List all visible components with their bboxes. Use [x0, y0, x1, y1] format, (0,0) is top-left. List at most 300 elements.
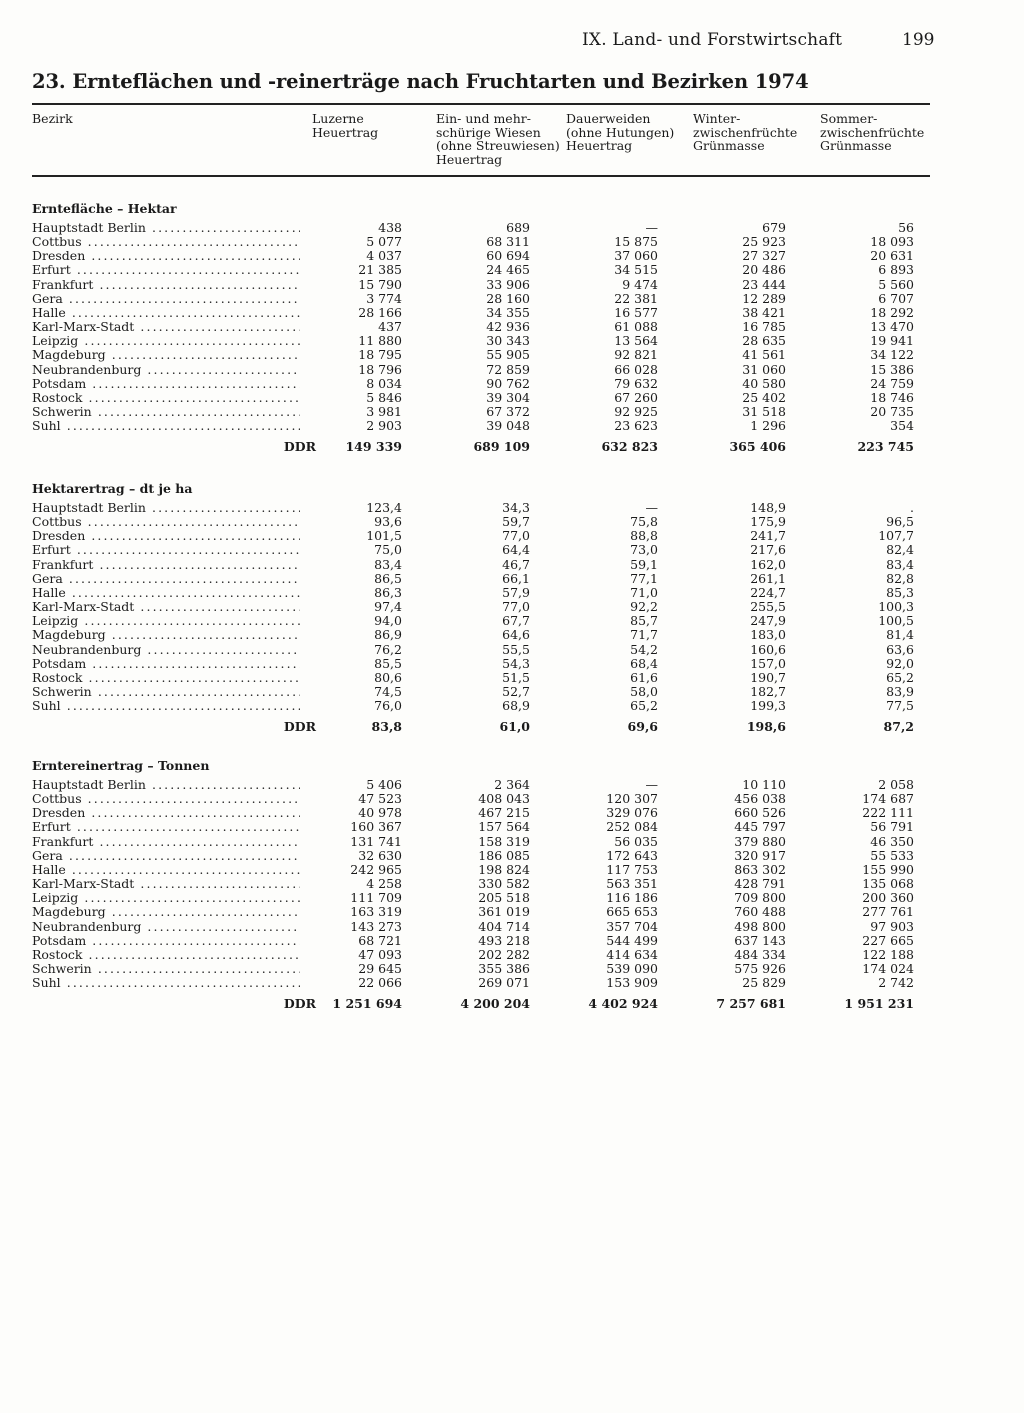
table-cell: 54,2 [630, 641, 658, 657]
total-cell: 7 257 681 [716, 996, 786, 1012]
row-label: Hauptstadt Berlin ..... [32, 501, 300, 515]
table-cell: 269 071 [478, 975, 530, 991]
total-label: DDR [283, 439, 316, 455]
table-cell: 3 981 [366, 403, 402, 419]
total-cell: 61,0 [499, 719, 530, 735]
table-cell: 97,4 [374, 599, 402, 615]
table-cell: 60 694 [486, 248, 530, 264]
table-cell: 64,4 [502, 542, 530, 558]
table-cell: 73,0 [630, 542, 658, 558]
table-row [32, 643, 930, 657]
total-cell: 83,8 [371, 719, 402, 735]
table-cell: 148,9 [750, 500, 786, 515]
table-cell: 39 048 [486, 418, 530, 434]
table-cell: 379 880 [734, 833, 786, 849]
table-cell: 6 893 [878, 262, 914, 278]
table-cell: 83,4 [374, 556, 402, 572]
table-cell: 162,0 [750, 556, 786, 572]
column-header-line: Ein- und mehr- [436, 111, 531, 126]
table-cell: 4 258 [366, 876, 402, 892]
table-cell: 241,7 [750, 528, 786, 544]
table-cell: 59,7 [502, 514, 530, 530]
row-label: Rostock ..... [32, 948, 300, 962]
table-cell: 11 880 [358, 333, 402, 349]
total-cell: 198,6 [746, 719, 786, 735]
table-cell: 56 791 [870, 819, 914, 835]
table-cell: 56 035 [614, 833, 658, 849]
row-label: Cottbus ..... [32, 515, 300, 529]
table-cell: 75,0 [374, 542, 402, 558]
table-cell: 81,4 [886, 627, 914, 643]
table-section [32, 201, 930, 461]
table-cell: 24 465 [486, 262, 530, 278]
total-cell: 1 251 694 [332, 996, 402, 1012]
table-cell: 15 386 [870, 361, 914, 377]
row-label: Dresden ..... [32, 249, 300, 263]
column-header-line: zwischenfrüchte [820, 124, 925, 140]
table-cell: 92,2 [630, 599, 658, 615]
row-label: Karl-Marx-Stadt ..... [32, 600, 300, 614]
table-cell: 5 406 [366, 777, 402, 792]
row-label: Erfurt ..... [32, 820, 300, 834]
column-header-luzerne [312, 112, 378, 139]
table-row [32, 235, 930, 249]
total-cell: 4 402 924 [588, 996, 658, 1012]
table-row [32, 391, 930, 405]
table-cell: 41 561 [742, 347, 786, 363]
table-row [32, 671, 930, 685]
table-cell: 205 518 [478, 890, 530, 906]
table-cell: 202 282 [478, 946, 530, 962]
table-cell: 131 741 [350, 833, 402, 849]
total-cell: 365 406 [729, 439, 786, 455]
row-label: Hauptstadt Berlin ..... [32, 221, 300, 235]
column-header-line: Luzerne [312, 111, 364, 126]
column-header-line: Heuertrag [312, 124, 379, 140]
table-cell: 175,9 [750, 514, 786, 530]
row-label: Halle ..... [32, 306, 300, 320]
table-cell: 100,3 [878, 599, 914, 615]
table-cell: 22 381 [614, 290, 658, 306]
table-row [32, 600, 930, 614]
table-cell: — [645, 500, 658, 515]
table-cell: 61 088 [614, 319, 658, 335]
table-row [32, 820, 930, 834]
column-header-sommerzwischenfruechte [820, 112, 924, 153]
table-cell: 63,6 [886, 641, 914, 657]
table-cell: 68,9 [502, 698, 530, 714]
table-cell: 2 742 [878, 975, 914, 991]
table-cell: 174 687 [862, 791, 914, 807]
table-cell: 160 367 [350, 819, 402, 835]
table-cell: 74,5 [374, 683, 402, 699]
table-cell: 408 043 [478, 791, 530, 807]
table-cell: 13 470 [870, 319, 914, 335]
table-cell: 71,0 [630, 584, 658, 600]
table-cell: 25 923 [742, 234, 786, 250]
table-cell: 46 350 [870, 833, 914, 849]
table-cell: 404 714 [478, 918, 530, 934]
table-cell: 67 372 [486, 403, 530, 419]
table-cell: 52,7 [502, 683, 530, 699]
table-row [32, 920, 930, 934]
table-cell: 65,2 [630, 698, 658, 714]
table-cell: 277 761 [862, 904, 914, 920]
table-cell: 2 364 [494, 777, 530, 792]
table-cell: 18 746 [870, 389, 914, 405]
table-cell: 76,2 [374, 641, 402, 657]
total-cell: 632 823 [601, 439, 658, 455]
table-cell: 97 903 [870, 918, 914, 934]
section-heading: Hektarertrag – dt je ha [32, 481, 193, 496]
table-cell: 16 577 [614, 304, 658, 320]
table-row [32, 572, 930, 586]
table-row [32, 515, 930, 529]
row-label: Leipzig ..... [32, 334, 300, 348]
table-section [32, 758, 930, 1018]
row-label: Suhl ..... [32, 976, 300, 990]
table-cell: 120 307 [606, 791, 658, 807]
table-cell: 55,5 [502, 641, 530, 657]
table-row [32, 306, 930, 320]
table-row [32, 377, 930, 391]
table-cell: 47 523 [358, 791, 402, 807]
column-header-line: Heuertrag [436, 151, 503, 167]
column-header-line: zwischenfrüchte [693, 124, 798, 140]
row-label: Karl-Marx-Stadt ..... [32, 320, 300, 334]
table-cell: 79 632 [614, 375, 658, 391]
header-rule [32, 175, 930, 177]
table-section [32, 481, 930, 741]
table-cell: 163 319 [350, 904, 402, 920]
table-cell: 92 821 [614, 347, 658, 363]
row-label: Schwerin ..... [32, 405, 300, 419]
table-cell: 82,4 [886, 542, 914, 558]
row-label: Erfurt ..... [32, 543, 300, 557]
table-row [32, 863, 930, 877]
column-header-line: Winter- [693, 111, 741, 126]
table-cell: 39 304 [486, 389, 530, 405]
table-cell: 85,7 [630, 613, 658, 629]
table-cell: 107,7 [878, 528, 914, 544]
running-head: IX. Land- und Forstwirtschaft [582, 30, 843, 50]
table-cell: 64,6 [502, 627, 530, 643]
table-cell: 61,6 [630, 669, 658, 685]
table-cell: 20 735 [870, 403, 914, 419]
table-cell: 68 311 [486, 234, 530, 250]
table-row [32, 962, 930, 976]
table-cell: 90 762 [486, 375, 530, 391]
table-row [32, 529, 930, 543]
row-label: Frankfurt ..... [32, 558, 300, 572]
table-cell: 75,8 [630, 514, 658, 530]
table-cell: 31 518 [742, 403, 786, 419]
table-cell: 23 623 [614, 418, 658, 434]
row-label: Erfurt ..... [32, 263, 300, 277]
table-cell: 330 582 [478, 876, 530, 892]
table-cell: 77,0 [502, 599, 530, 615]
table-cell: 29 645 [358, 960, 402, 976]
table-cell: 82,8 [886, 570, 914, 586]
table-cell: 56 [898, 220, 914, 235]
table-cell: 93,6 [374, 514, 402, 530]
row-label: Karl-Marx-Stadt ..... [32, 877, 300, 891]
table-row [32, 320, 930, 334]
table-cell: 33 906 [486, 276, 530, 292]
table-cell: 863 302 [734, 861, 786, 877]
table-cell: 86,9 [374, 627, 402, 643]
table-cell: 320 917 [734, 847, 786, 863]
table-cell: 18 795 [358, 347, 402, 363]
total-cell: 87,2 [883, 719, 914, 735]
total-cell: 1 951 231 [844, 996, 914, 1012]
table-cell: 101,5 [366, 528, 402, 544]
table-cell: 242 965 [350, 861, 402, 877]
table-cell: — [645, 220, 658, 235]
table-cell: 66,1 [502, 570, 530, 586]
row-label: Halle ..... [32, 586, 300, 600]
table-cell: 20 631 [870, 248, 914, 264]
table-row [32, 221, 930, 235]
table-cell: 34,3 [502, 500, 530, 515]
table-cell: 539 090 [606, 960, 658, 976]
total-row [32, 440, 930, 454]
total-label: DDR [283, 719, 316, 735]
table-cell: 19 941 [870, 333, 914, 349]
table-cell: 55 905 [486, 347, 530, 363]
table-cell: 5 077 [366, 234, 402, 250]
table-cell: 222 111 [862, 805, 914, 821]
total-cell: 69,6 [627, 719, 658, 735]
table-cell: 92 925 [614, 403, 658, 419]
table-cell: 86,3 [374, 584, 402, 600]
table-cell: 186 085 [478, 847, 530, 863]
table-cell: 563 351 [606, 876, 658, 892]
row-label: Magdeburg ..... [32, 348, 300, 362]
table-row [32, 419, 930, 433]
table-cell: 198 824 [478, 861, 530, 877]
table-cell: 357 704 [606, 918, 658, 934]
table-row [32, 586, 930, 600]
row-label: Neubrandenburg ..... [32, 363, 300, 377]
table-cell: 3 774 [366, 290, 402, 306]
table-cell: 23 444 [742, 276, 786, 292]
table-row [32, 543, 930, 557]
column-header-line: (ohne Streuwiesen) [436, 138, 560, 153]
table-cell: 498 800 [734, 918, 786, 934]
row-label: Potsdam ..... [32, 377, 300, 391]
table-cell: 437 [378, 319, 402, 335]
table-cell: 8 034 [366, 375, 402, 391]
table-cell: 83,4 [886, 556, 914, 572]
table-cell: 38 421 [742, 304, 786, 320]
table-cell: 2 903 [366, 418, 402, 434]
table-cell: 66 028 [614, 361, 658, 377]
table-cell: 37 060 [614, 248, 658, 264]
table-cell: 31 060 [742, 361, 786, 377]
row-label: Cottbus ..... [32, 792, 300, 806]
table-cell: 709 800 [734, 890, 786, 906]
table-cell: 34 515 [614, 262, 658, 278]
column-header-line: Sommer- [820, 111, 878, 126]
table-cell: 5 846 [366, 389, 402, 405]
row-label: Magdeburg ..... [32, 905, 300, 919]
table-cell: 143 273 [350, 918, 402, 934]
table-cell: 9 474 [622, 276, 658, 292]
total-row [32, 997, 930, 1011]
row-label: Frankfurt ..... [32, 835, 300, 849]
table-cell: 116 186 [606, 890, 658, 906]
table-row [32, 558, 930, 572]
table-cell: 484 334 [734, 946, 786, 962]
table-cell: 54,3 [502, 655, 530, 671]
table-cell: 40 580 [742, 375, 786, 391]
row-label: Dresden ..... [32, 529, 300, 543]
table-cell: 199,3 [750, 698, 786, 714]
table-cell: 575 926 [734, 960, 786, 976]
table-row [32, 628, 930, 642]
table-cell: 94,0 [374, 613, 402, 629]
table-row [32, 976, 930, 990]
table-cell: 24 759 [870, 375, 914, 391]
table-cell: 85,3 [886, 584, 914, 600]
column-header-line: (ohne Hutungen) [566, 124, 675, 140]
table-cell: 58,0 [630, 683, 658, 699]
table-cell: 28 635 [742, 333, 786, 349]
table-cell: 16 785 [742, 319, 786, 335]
row-label: Dresden ..... [32, 806, 300, 820]
table-cell: 18 796 [358, 361, 402, 377]
table-cell: 34 122 [870, 347, 914, 363]
table-row [32, 877, 930, 891]
table-cell: 6 707 [878, 290, 914, 306]
table-cell: 46,7 [502, 556, 530, 572]
table-cell: 428 791 [734, 876, 786, 892]
table-cell: 679 [762, 220, 786, 235]
table-cell: 15 790 [358, 276, 402, 292]
table-cell: 252 084 [606, 819, 658, 835]
table-cell: 361 019 [478, 904, 530, 920]
row-label: Leipzig ..... [32, 891, 300, 905]
table-row [32, 891, 930, 905]
row-label: Frankfurt ..... [32, 278, 300, 292]
table-cell: 2 058 [878, 777, 914, 792]
table-cell: 438 [378, 220, 402, 235]
table-cell: 86,5 [374, 570, 402, 586]
table-cell: 5 560 [878, 276, 914, 292]
table-cell: 355 386 [478, 960, 530, 976]
table-cell: 67,7 [502, 613, 530, 629]
table-cell: 135 068 [862, 876, 914, 892]
table-cell: 21 385 [358, 262, 402, 278]
table-cell: 34 355 [486, 304, 530, 320]
table-cell: 153 909 [606, 975, 658, 991]
table-cell: . [910, 500, 914, 515]
total-cell: 4 200 204 [460, 996, 530, 1012]
table-cell: 59,1 [630, 556, 658, 572]
table-cell: 4 037 [366, 248, 402, 264]
table-cell: 28 160 [486, 290, 530, 306]
table-cell: 67 260 [614, 389, 658, 405]
table-cell: 456 038 [734, 791, 786, 807]
table-cell: 493 218 [478, 932, 530, 948]
table-row [32, 835, 930, 849]
row-label: Suhl ..... [32, 699, 300, 713]
table-cell: 354 [890, 418, 914, 434]
table-row [32, 278, 930, 292]
table-cell: 224,7 [750, 584, 786, 600]
total-cell: 149 339 [345, 439, 402, 455]
table-row [32, 849, 930, 863]
table-cell: 157,0 [750, 655, 786, 671]
table-cell: 255,5 [750, 599, 786, 615]
table-cell: 544 499 [606, 932, 658, 948]
column-header-line: Grünmasse [820, 138, 892, 153]
table-cell: 92,0 [886, 655, 914, 671]
table-cell: 190,7 [750, 669, 786, 685]
table-row [32, 348, 930, 362]
row-label: Rostock ..... [32, 671, 300, 685]
table-cell: 123,4 [366, 500, 402, 515]
row-label: Hauptstadt Berlin ..... [32, 778, 300, 792]
top-rule [32, 103, 930, 105]
table-cell: 183,0 [750, 627, 786, 643]
row-label: Gera ..... [32, 292, 300, 306]
table-cell: 65,2 [886, 669, 914, 685]
table-cell: 445 797 [734, 819, 786, 835]
table-row [32, 363, 930, 377]
table-cell: 261,1 [750, 570, 786, 586]
table-cell: 27 327 [742, 248, 786, 264]
table-cell: 155 990 [862, 861, 914, 877]
total-cell: 223 745 [857, 439, 914, 455]
table-cell: 200 360 [862, 890, 914, 906]
table-cell: 18 292 [870, 304, 914, 320]
table-cell: — [645, 777, 658, 792]
table-cell: 217,6 [750, 542, 786, 558]
row-label: Gera ..... [32, 849, 300, 863]
table-cell: 247,9 [750, 613, 786, 629]
table-cell: 160,6 [750, 641, 786, 657]
table-cell: 467 215 [478, 805, 530, 821]
total-row [32, 720, 930, 734]
table-row [32, 501, 930, 515]
table-row [32, 405, 930, 419]
table-row [32, 263, 930, 277]
table-cell: 22 066 [358, 975, 402, 991]
table-cell: 77,5 [886, 698, 914, 714]
table-cell: 88,8 [630, 528, 658, 544]
table-cell: 182,7 [750, 683, 786, 699]
table-cell: 40 978 [358, 805, 402, 821]
table-cell: 1 296 [750, 418, 786, 434]
row-label: Schwerin ..... [32, 962, 300, 976]
table-cell: 68 721 [358, 932, 402, 948]
table-cell: 32 630 [358, 847, 402, 863]
table-cell: 30 343 [486, 333, 530, 349]
table-cell: 122 188 [862, 946, 914, 962]
table-cell: 637 143 [734, 932, 786, 948]
column-header-wiesen [436, 112, 560, 166]
table-cell: 80,6 [374, 669, 402, 685]
row-label: Cottbus ..... [32, 235, 300, 249]
table-cell: 10 110 [742, 777, 786, 792]
table-cell: 25 829 [742, 975, 786, 991]
row-label: Rostock ..... [32, 391, 300, 405]
column-header-line: Dauerweiden [566, 111, 651, 126]
row-label: Potsdam ..... [32, 934, 300, 948]
table-cell: 25 402 [742, 389, 786, 405]
